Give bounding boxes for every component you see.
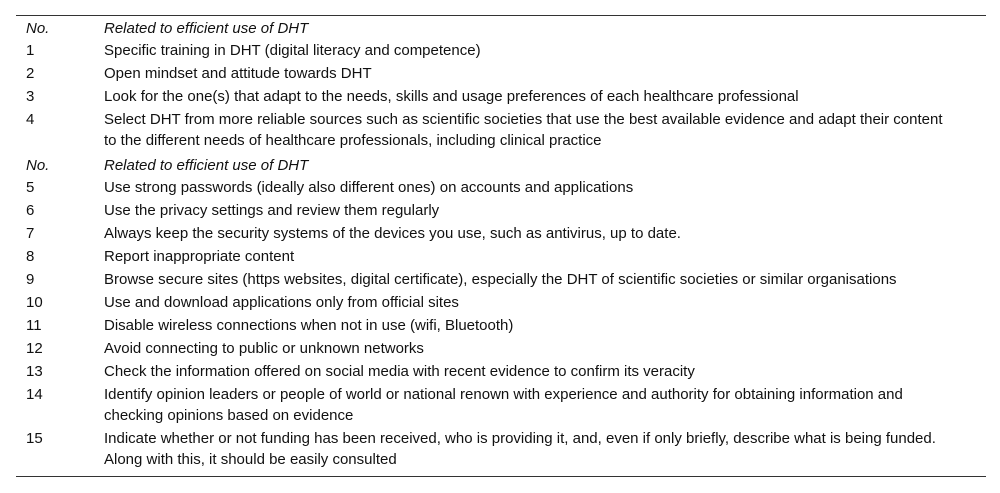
row-text: Identify opinion leaders or people of world or national renown with experience and authority for obtaining information and checking opinions based on evidence bbox=[104, 386, 903, 424]
table-row bbox=[16, 40, 986, 63]
row-number: 14 bbox=[26, 386, 43, 403]
row-text: Select DHT from more reliable sources such as scientific societies that use the best available evidence and adapt their content to the different needs of healthcare professionals, including clinical practice bbox=[104, 111, 943, 149]
row-number: 12 bbox=[26, 340, 43, 357]
table-row bbox=[16, 338, 986, 361]
table-row bbox=[16, 384, 986, 428]
row-number: 6 bbox=[26, 202, 35, 219]
row-number: 11 bbox=[26, 317, 42, 334]
row-number: 2 bbox=[26, 65, 35, 82]
column-header-no: No. bbox=[26, 20, 50, 37]
row-text: Use strong passwords (ideally also different ones) on accounts and applications bbox=[104, 179, 634, 196]
row-number: 15 bbox=[26, 430, 43, 447]
row-number: 8 bbox=[26, 248, 35, 265]
table-row bbox=[16, 269, 986, 292]
row-number: 9 bbox=[26, 271, 35, 288]
row-text: Open mindset and attitude towards DHT bbox=[104, 65, 372, 82]
table-row bbox=[16, 177, 986, 200]
table-row bbox=[16, 86, 986, 109]
section-header-row bbox=[16, 16, 986, 41]
row-text: Use the privacy settings and review them regularly bbox=[104, 202, 440, 219]
row-text: Avoid connecting to public or unknown networks bbox=[104, 340, 424, 357]
column-header-no: No. bbox=[26, 157, 50, 174]
row-text: Report inappropriate content bbox=[104, 248, 295, 265]
row-number: 13 bbox=[26, 363, 43, 380]
row-text: Check the information offered on social media with recent evidence to confirm its veracity bbox=[104, 363, 695, 380]
row-text: Indicate whether or not funding has been received, who is providing it, and, even if only briefly, describe what is being funded. Along with this, it should be easily consulted bbox=[104, 430, 936, 468]
row-text: Disable wireless connections when not in use (wifi, Bluetooth) bbox=[104, 317, 514, 334]
table-row bbox=[16, 315, 986, 338]
section-header-title: Related to efficient use of DHT bbox=[104, 20, 309, 37]
table-row bbox=[16, 428, 986, 477]
row-number: 1 bbox=[26, 42, 35, 59]
table-row bbox=[16, 109, 986, 153]
row-text: Look for the one(s) that adapt to the needs, skills and usage preferences of each healthcare professional bbox=[104, 88, 799, 105]
row-text: Specific training in DHT (digital literacy and competence) bbox=[104, 42, 481, 59]
row-text: Use and download applications only from official sites bbox=[104, 294, 459, 311]
table-row bbox=[16, 200, 986, 223]
table-row bbox=[16, 246, 986, 269]
section-header-row bbox=[16, 153, 986, 177]
row-number: 3 bbox=[26, 88, 35, 105]
row-number: 7 bbox=[26, 225, 35, 242]
table-row bbox=[16, 292, 986, 315]
table-row bbox=[16, 63, 986, 86]
row-number: 5 bbox=[26, 179, 35, 196]
section-header-title: Related to efficient use of DHT bbox=[104, 157, 309, 174]
row-number: 4 bbox=[26, 111, 35, 128]
row-text: Browse secure sites (https websites, digital certificate), especially the DHT of scientific societies or similar organisations bbox=[104, 271, 897, 288]
recommendations-table bbox=[16, 15, 986, 477]
recommendations-table-container bbox=[16, 15, 986, 477]
table-row bbox=[16, 223, 986, 246]
table-row bbox=[16, 361, 986, 384]
row-text: Always keep the security systems of the devices you use, such as antivirus, up to date. bbox=[104, 225, 681, 242]
row-number: 10 bbox=[26, 294, 43, 311]
